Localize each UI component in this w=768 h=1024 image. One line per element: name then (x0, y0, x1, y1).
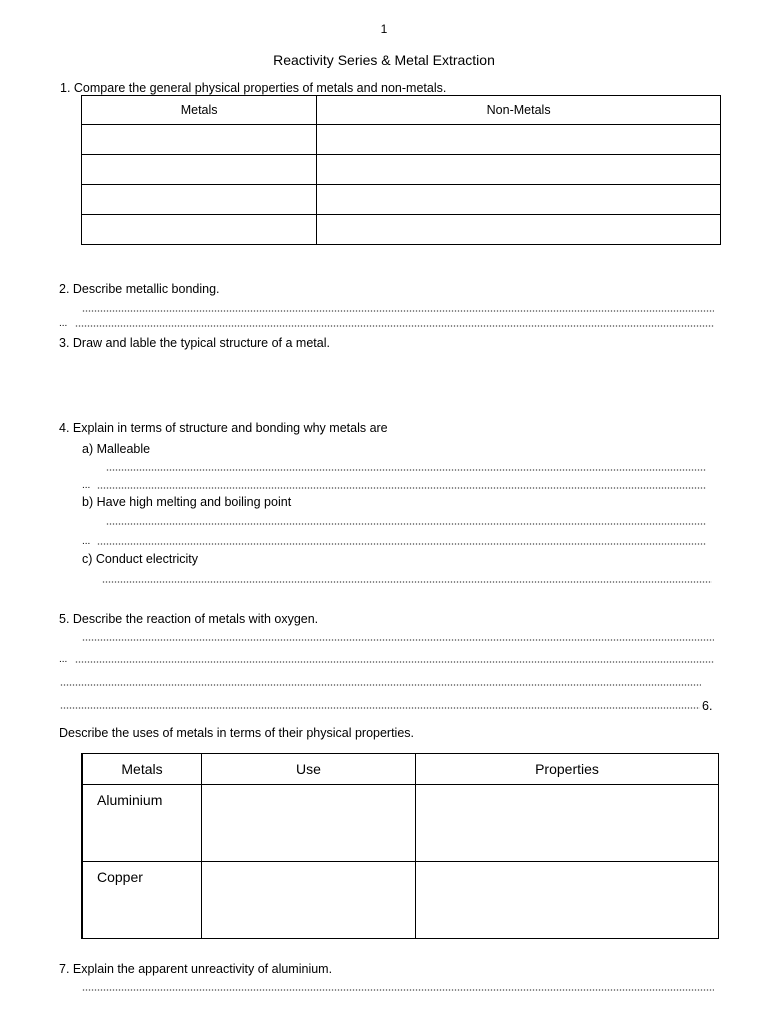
question-6-text: Describe the uses of metals in terms of their physical properties. (59, 726, 415, 740)
answer-line[interactable] (97, 543, 706, 545)
question-4a-label: a) Malleable (82, 442, 151, 456)
table-header-use: Use (202, 754, 416, 785)
page-number: 1 (380, 22, 388, 36)
answer-cell[interactable] (82, 125, 317, 155)
question-4-text: 4. Explain in terms of structure and bonding why metals are (59, 421, 388, 435)
answer-cell[interactable] (82, 155, 317, 185)
answer-line[interactable] (82, 639, 714, 641)
answer-cell[interactable] (317, 185, 721, 215)
question-3-text: 3. Draw and lable the typical structure of a metal. (59, 336, 330, 350)
answer-line[interactable] (102, 581, 712, 583)
answer-line[interactable] (106, 523, 706, 525)
question-2-text: 2. Describe metallic bonding. (59, 282, 220, 296)
table-header-properties: Properties (416, 754, 719, 785)
use-cell[interactable] (202, 785, 416, 862)
answer-cell[interactable] (82, 215, 317, 245)
answer-line-prefix: ... (82, 480, 91, 491)
answer-cell[interactable] (317, 125, 721, 155)
metal-uses-table (81, 753, 719, 939)
answer-line-prefix: ... (59, 654, 68, 665)
table-header-metals: Metals (82, 754, 202, 785)
answer-line[interactable] (82, 989, 714, 991)
question-5-text: 5. Describe the reaction of metals with oxygen. (59, 612, 319, 626)
metal-name-cell: Copper (82, 862, 202, 939)
properties-cell[interactable] (416, 785, 719, 862)
answer-line[interactable] (60, 707, 700, 709)
answer-line[interactable] (106, 469, 706, 471)
worksheet-title: Reactivity Series & Metal Extraction (273, 52, 495, 68)
answer-cell[interactable] (317, 215, 721, 245)
question-1-text: 1. Compare the general physical properties of metals and non-metals. (60, 81, 447, 95)
table-header-nonmetals: Non-Metals (317, 96, 721, 125)
question-4c-label: c) Conduct electricity (82, 552, 199, 566)
answer-line[interactable] (75, 661, 714, 663)
question-6-number: 6. (702, 699, 713, 713)
table-row (82, 785, 719, 862)
table-row (82, 215, 721, 245)
question-4b-label: b) Have high melting and boiling point (82, 495, 292, 509)
use-cell[interactable] (202, 862, 416, 939)
answer-line-prefix: ... (82, 536, 91, 547)
metal-name-cell: Aluminium (82, 785, 202, 862)
table-header-metals: Metals (82, 96, 317, 125)
metals-nonmetals-table (81, 95, 721, 245)
answer-cell[interactable] (317, 155, 721, 185)
answer-line[interactable] (75, 325, 714, 327)
question-7-text: 7. Explain the apparent unreactivity of aluminium. (59, 962, 333, 976)
table-row (82, 862, 719, 939)
answer-line[interactable] (82, 310, 714, 312)
table-row (82, 155, 721, 185)
table-row (82, 125, 721, 155)
answer-line[interactable] (97, 487, 706, 489)
answer-cell[interactable] (82, 185, 317, 215)
answer-line[interactable] (60, 684, 701, 686)
table-row (82, 185, 721, 215)
answer-line-prefix: ... (59, 318, 68, 329)
properties-cell[interactable] (416, 862, 719, 939)
